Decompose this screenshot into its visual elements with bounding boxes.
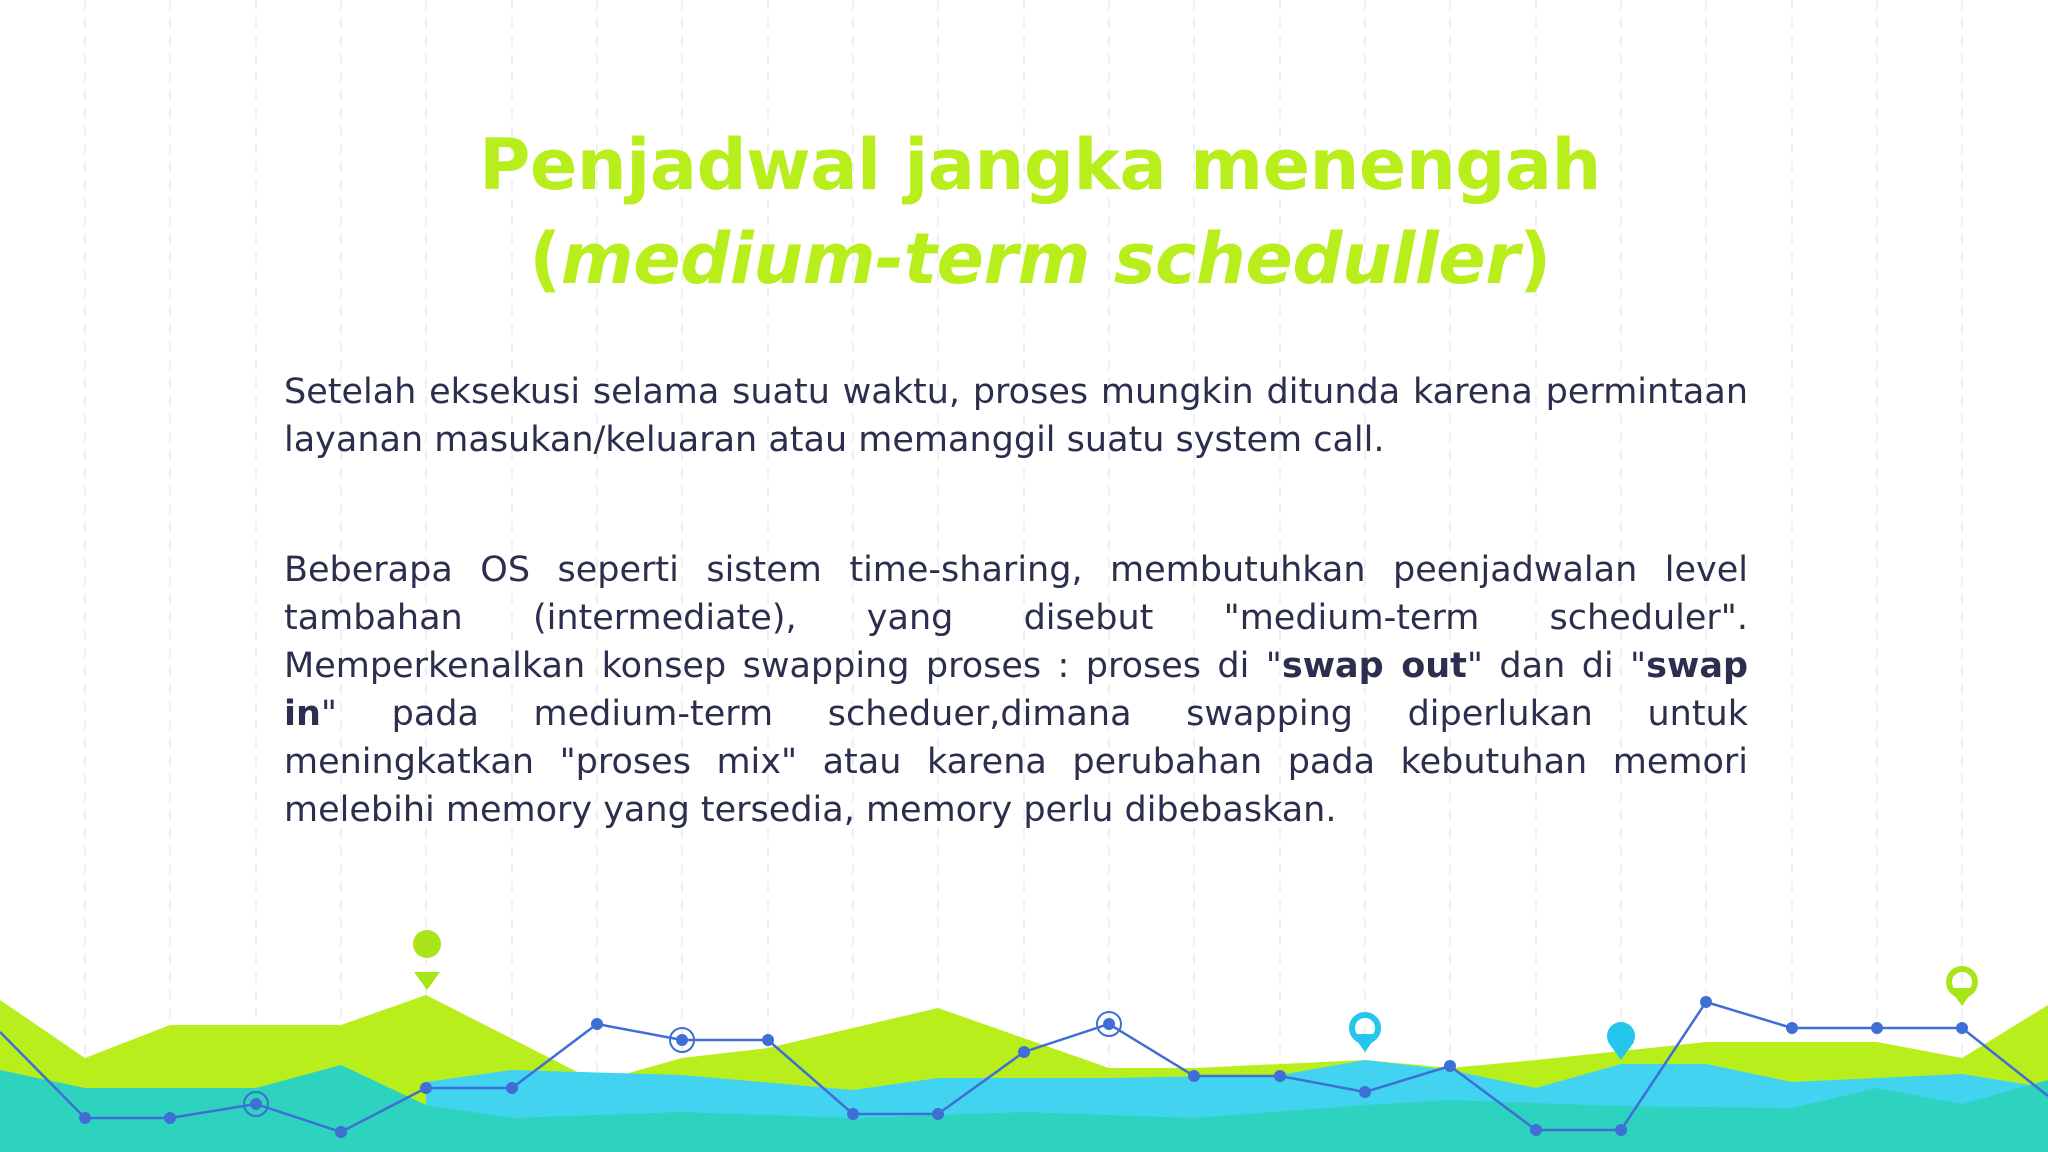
slide-body	[284, 368, 1748, 834]
paragraph-1: Setelah eksekusi selama suatu waktu, proses mungkin ditunda karena permintaan layanan masukan/keluaran atau memanggil suatu system call.	[284, 372, 1748, 460]
swap-in-term: swap in	[284, 646, 1748, 734]
title-close-paren: )	[1519, 218, 1551, 300]
cyan-ring-pin-icon	[1352, 1015, 1378, 1052]
title-italic-term: medium-term scheduller	[560, 218, 1520, 300]
slide-title	[300, 118, 1780, 306]
title-line-1: Penjadwal jangka menengah	[479, 124, 1601, 206]
paragraph-2-text-1: Beberapa OS seperti sistem time-sharing, membutuhkan peenjadwalan level tambahan (intermediate), yang disebut "medium-term scheduler". Memperkenalkan konsep swapping proses : proses di "	[284, 550, 1748, 686]
green-pin-icon	[413, 930, 441, 990]
swap-out-term: swap out	[1281, 646, 1467, 686]
title-open-paren: (	[529, 218, 561, 300]
title-line-2	[300, 212, 1780, 306]
decorative-wave-footer	[0, 930, 2048, 1152]
paragraph-2	[284, 546, 1748, 834]
green-ring-pin-icon	[1949, 969, 1975, 1006]
paragraph-2-text-2: " dan di "	[1466, 646, 1647, 686]
paragraph-2-text-3: " pada medium-term scheduer,dimana swapping diperlukan untuk meningkatkan "proses mix" atau karena perubahan pada kebutuhan memori melebihi memory yang tersedia, memory perlu dibebaskan.	[284, 694, 1748, 830]
